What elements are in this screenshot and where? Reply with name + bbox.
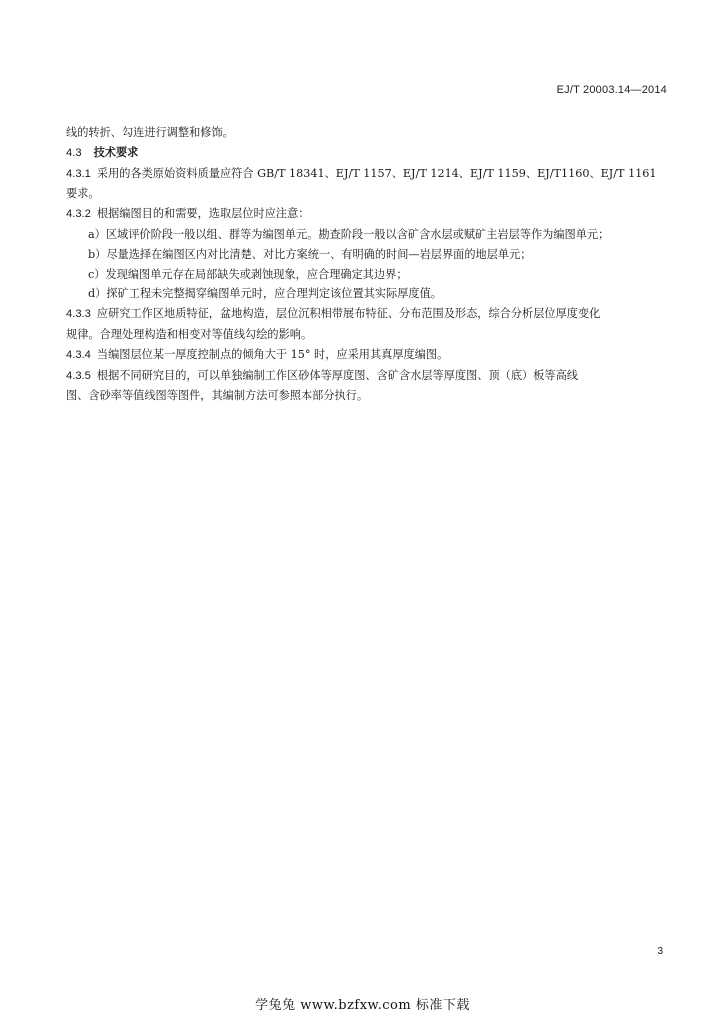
- continuation-text: 线的转折、勾连进行调整和修饰。: [66, 126, 234, 139]
- clause-4-3-1-continuation: 要求。: [66, 187, 100, 201]
- clause-number: 4.3.4: [66, 348, 91, 361]
- standard-code: EJ/T 20003.14—2014: [556, 84, 667, 96]
- footer-watermark: 学兔兔 www.bzfxw.com 标准下载: [255, 998, 470, 1013]
- document-body: [66, 123, 668, 406]
- clause-text: 根据编图目的和需要，选取层位时应注意：: [96, 207, 310, 221]
- clause-number: 4.3.5: [66, 369, 91, 382]
- page-number: 3: [657, 946, 663, 957]
- section-number: 4.3: [66, 146, 82, 159]
- clause-4-3-2: [66, 204, 668, 225]
- list-item-b: b）尽量选择在编图区内对比清楚、对比方案统一、有明确的时间—岩层界面的地层单元；: [88, 247, 532, 261]
- section-4-3-heading: [66, 143, 668, 164]
- clause-4-3-4: [66, 345, 668, 366]
- clause-number: 4.3.2: [66, 208, 91, 221]
- list-item-d: d）探矿工程未完整揭穿编图单元时，应合理判定该位置其实际厚度值。: [88, 287, 442, 301]
- clause-text: 根据不同研究目的，可以单独编制工作区砂体等厚度图、含矿含水层等厚度图、顶（底）板等高线: [96, 368, 578, 382]
- clause-4-3-1: [66, 164, 668, 185]
- clause-4-3-3: [66, 304, 668, 325]
- clause-text: 应研究工作区地质特征，盆地构造，层位沉积相带展布特征、分布范围及形态，综合分析层位厚度变化: [96, 307, 601, 321]
- clause-4-3-3-continuation: 规律。合理处理构造和相变对等值线勾绘的影响。: [66, 327, 313, 341]
- section-title: 技术要求: [93, 145, 139, 159]
- clause-number: 4.3.1: [66, 167, 91, 180]
- clause-text: 采用的各类原始资料质量应符合 GB/T 18341、EJ/T 1157、EJ/T 1214、EJ/T 1159、EJ/T1160、EJ/T 1161: [96, 166, 657, 180]
- list-item-a: a）区域评价阶段一般以组、群等为编图单元。勘查阶段一般以含矿含水层或赋矿主岩层等作为编图单元；: [88, 227, 610, 241]
- clause-number: 4.3.3: [66, 308, 91, 321]
- clause-4-3-5-continuation: 图、含砂率等值线图等图件，其编制方法可参照本部分执行。: [66, 389, 369, 403]
- list-item-c: c）发现编图单元存在局部缺失或剥蚀现象，应合理确定其边界；: [88, 267, 408, 281]
- clause-4-3-5: [66, 366, 668, 387]
- clause-text: 当编图层位某一厚度控制点的倾角大于 15° 时，应采用其真厚度编图。: [96, 347, 449, 361]
